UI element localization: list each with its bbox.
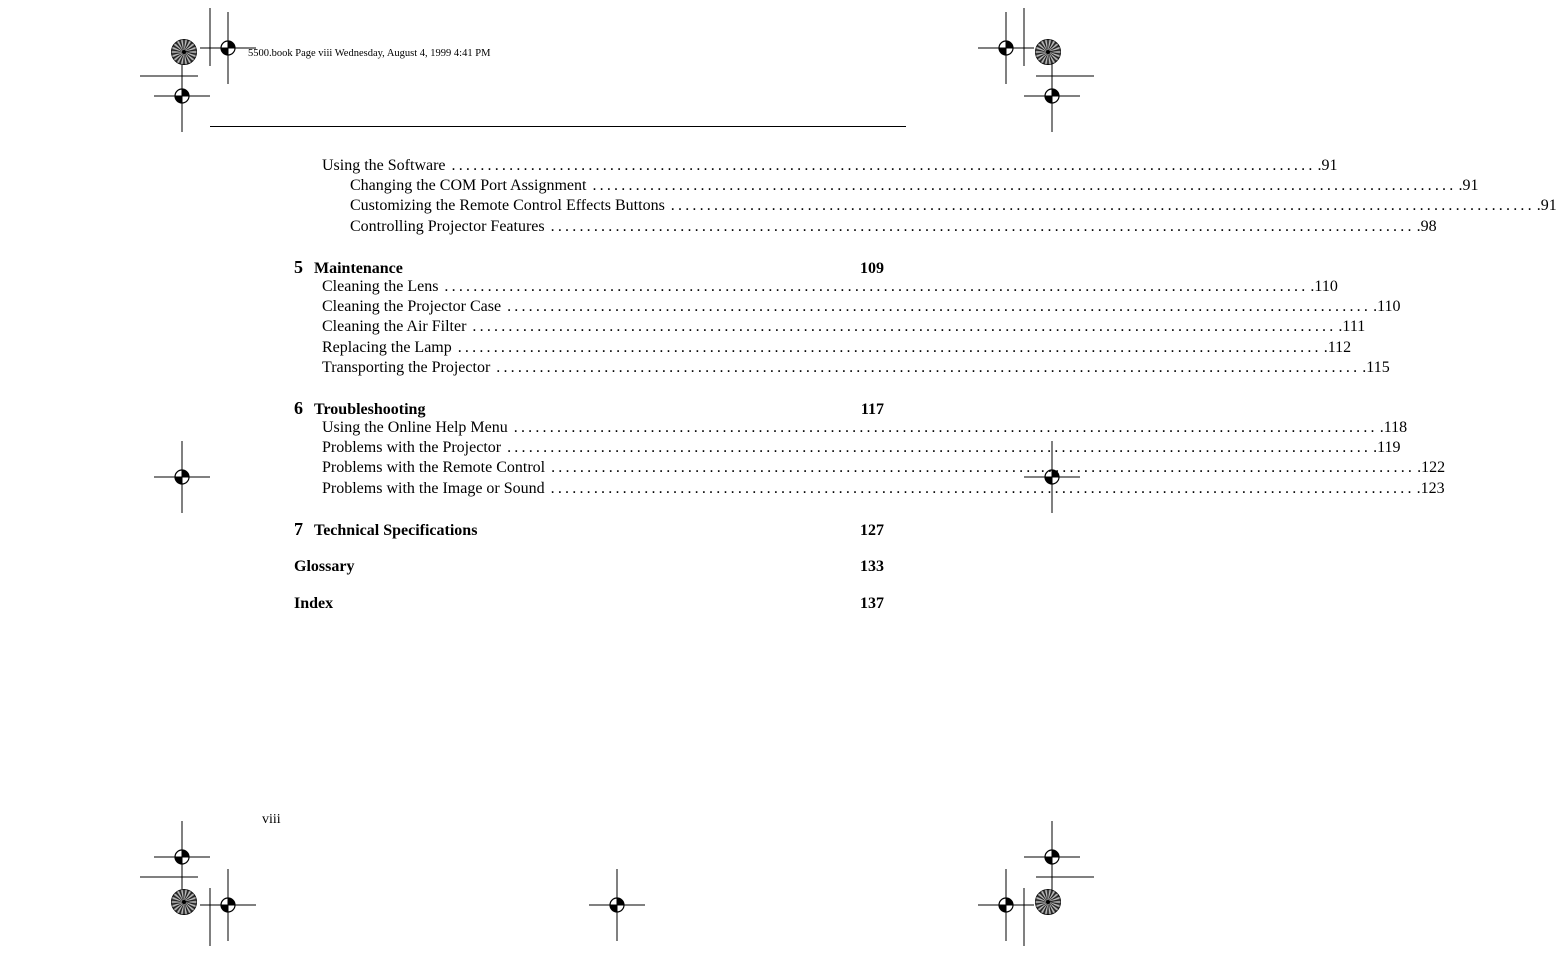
chapter-page: 127: [860, 521, 884, 539]
toc-entry-page: .110: [1310, 277, 1338, 295]
backmatter-page: 133: [860, 557, 884, 575]
crosshair-circle-icon: [200, 869, 256, 941]
toc-entry-page: .115: [1362, 358, 1390, 376]
starburst-target-icon: [1036, 890, 1061, 915]
toc-entry-label: Cleaning the Projector Case: [322, 298, 502, 316]
toc-subentry[interactable]: [294, 217, 1437, 237]
backmatter-title: Index: [294, 595, 334, 613]
toc-entry-page: .91: [1536, 197, 1557, 215]
page-folio: viii: [262, 812, 281, 827]
chapter-heading-maintenance[interactable]: [294, 257, 884, 277]
toc-entry[interactable]: [294, 358, 1390, 378]
toc-entry-page: .98: [1416, 217, 1437, 235]
dot-leader: ........................................................................................................................: [513, 419, 1378, 437]
toc-entry[interactable]: [294, 418, 1408, 438]
dot-leader: ........................................................................................................................: [444, 277, 1309, 295]
backmatter-title: Glossary: [294, 557, 355, 575]
dot-leader: ........................................................................................................................: [592, 177, 1457, 195]
header-rule: [210, 126, 906, 127]
toc-entry-label: Cleaning the Air Filter: [322, 318, 467, 336]
toc-entry-label: Customizing the Remote Control Effects Buttons: [350, 197, 665, 215]
crosshair-circle-icon: [154, 60, 210, 132]
toc-subentry[interactable]: [294, 196, 1557, 216]
running-header: 5500.book Page viii Wednesday, August 4, 1999 4:41 PM: [248, 48, 491, 59]
dot-leader: ........................................................................................................................: [550, 217, 1415, 235]
toc-subentry[interactable]: [294, 176, 1479, 196]
toc-entry[interactable]: [294, 156, 1338, 176]
toc-entry-page: .119: [1373, 439, 1401, 457]
toc-entry-label: Transporting the Projector: [322, 358, 491, 376]
crosshair-circle-icon: [978, 869, 1034, 941]
dot-leader: ........................................................................................................................: [550, 479, 1415, 497]
backmatter-page: 137: [860, 595, 884, 613]
chapter-number: 6: [294, 397, 303, 418]
crosshair-circle-icon: [589, 869, 645, 941]
chapter-number: 5: [294, 256, 303, 277]
chapter-page: 109: [860, 259, 884, 277]
dot-leader: ........................................................................................................................: [507, 298, 1372, 316]
dot-leader: ........................................................................................................................: [507, 439, 1372, 457]
toc-entry-page: .123: [1416, 479, 1445, 497]
toc-entry[interactable]: [294, 338, 1352, 358]
toc-entry-label: Using the Online Help Menu: [322, 419, 508, 437]
toc-entry[interactable]: [294, 438, 1401, 458]
chapter-number: 7: [294, 518, 303, 539]
toc-entry-label: Using the Software: [322, 157, 446, 174]
toc-entry-label: Cleaning the Lens: [322, 277, 439, 295]
toc-entry-page: .91: [1458, 177, 1479, 195]
crosshair-circle-icon: [978, 12, 1034, 84]
toc-entry[interactable]: [294, 297, 1401, 317]
table-of-contents: [294, 156, 1557, 614]
toc-entry[interactable]: [294, 458, 1446, 478]
toc-entry-page: .111: [1338, 318, 1366, 336]
backmatter-heading-index[interactable]: [294, 594, 884, 614]
starburst-target-icon: [172, 890, 197, 915]
dot-leader: ........................................................................................................................: [670, 197, 1535, 215]
dot-leader: ........................................................................................................................: [451, 157, 1316, 174]
chapter-title: Troubleshooting: [314, 400, 426, 418]
toc-entry-page: .112: [1323, 338, 1352, 356]
toc-entry[interactable]: [294, 479, 1445, 499]
chapter-page: 117: [860, 400, 884, 418]
dot-leader: ........................................................................................................................: [472, 318, 1337, 336]
dot-leader: ........................................................................................................................: [457, 338, 1322, 356]
dot-leader: ........................................................................................................................: [496, 358, 1361, 376]
crosshair-circle-icon: [154, 441, 210, 513]
toc-entry-label: Problems with the Image or Sound: [322, 479, 545, 497]
toc-entry-label: Problems with the Projector: [322, 439, 502, 457]
toc-entry-label: Controlling Projector Features: [350, 217, 545, 235]
backmatter-heading-glossary[interactable]: [294, 557, 884, 577]
chapter-title: Technical Specifications: [314, 521, 478, 539]
toc-entry-page: .91: [1317, 157, 1338, 174]
crosshair-circle-icon: [1024, 821, 1080, 893]
starburst-target-icon: [1036, 40, 1061, 65]
chapter-heading-technical-specifications[interactable]: [294, 519, 884, 539]
dot-leader: ........................................................................................................................: [551, 459, 1416, 477]
toc-entry-page: .118: [1379, 419, 1408, 437]
crosshair-circle-icon: [154, 821, 210, 893]
toc-entry-label: Problems with the Remote Control: [322, 459, 546, 477]
toc-entry[interactable]: [294, 317, 1366, 337]
toc-entry[interactable]: [294, 277, 1338, 297]
toc-entry-label: Replacing the Lamp: [322, 338, 452, 356]
crosshair-circle-icon: [1024, 60, 1080, 132]
chapter-title: Maintenance: [314, 259, 403, 277]
starburst-target-icon: [172, 40, 197, 65]
toc-entry-label: Changing the COM Port Assignment: [350, 177, 587, 195]
toc-entry-page: .110: [1373, 298, 1401, 316]
toc-entry-page: .122: [1417, 459, 1446, 477]
chapter-heading-troubleshooting[interactable]: [294, 398, 884, 418]
